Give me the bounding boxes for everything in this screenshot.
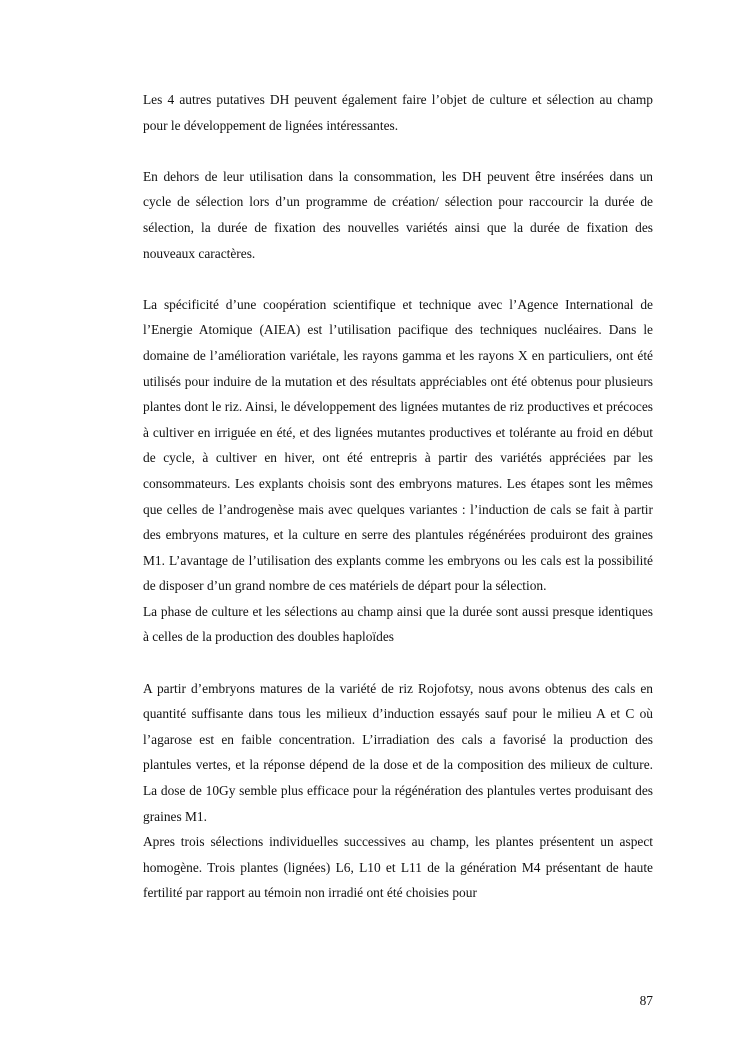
paragraph-rojofotsy-results: A partir d’embryons matures de la variété de riz Rojofotsy, nous avons obtenus des cals en quantité suffisante dans tous les milieux d’induction essayés sauf pour le milieu A et C où l’agarose est en faible concentration. L’irradiation des cals a favorisé la production des plantules vertes, et la réponse dépend de la dose et de la composition des milieux de culture. La dose de 10Gy semble plus efficace pour la régénération des plantules vertes produisant des graines M1. (143, 680, 653, 824)
paragraph-spacer (143, 138, 653, 164)
paragraph-culture-phase: La phase de culture et les sélections au champ ainsi que la durée sont aussi presque identiques à celles de la production des doubles haploïdes (143, 603, 653, 645)
paragraph-field-selections: Apres trois sélections individuelles successives au champ, les plantes présentent un aspect homogène. Trois plantes (lignées) L6, L10 et L11 de la génération M4 présentant de haute fertilité par rapport au témoin non irradié ont été choisies pour (143, 834, 653, 901)
paragraph-aiea-cooperation: La spécificité d’une coopération scientifique et technique avec l’Agence International de l’Energie Atomique (AIEA) est l’utilisation pacifique des techniques nucléaires. Dans le domaine de l’amélioration variétale, les rayons gamma et les rayons X en particuliers, ont été utilisés pour induire de la mutation et des résultats appréciables ont été obtenus pour plusieurs plantes dont le riz. Ainsi, le développement des lignées mutantes de riz productives et précoces à cultiver en irriguée en été, et des lignées mutantes productives et tolérante au froid en début de cycle, à cultiver en hiver, ont été entrepris à partir des variétés appréciées par les consommateurs. Les explants choisis sont des embryons matures. Les étapes sont les mêmes que celles de l’androgenèse mais avec quelques variantes : l’induction de cals se fait à partir des embryons matures, et la culture en serre des plantules régénérées produiront des graines M1. L’avantage de l’utilisation des explants comme les embryons ou les cals est la possibilité de disposer d’un grand nombre de ces matériels de départ pour la sélection. (143, 296, 653, 594)
body-text (143, 87, 653, 906)
paragraph-spacer (143, 650, 653, 676)
paragraph-dh-breeding-cycle: En dehors de leur utilisation dans la consommation, les DH peuvent être insérées dans un cycle de sélection lors d’un programme de création/ sélection pour raccourcir la durée de sélection, la durée de fixation des nouvelles variétés ainsi que la durée de fixation des nouveaux caractères. (143, 168, 653, 261)
paragraph-dh-field-selection: Les 4 autres putatives DH peuvent également faire l’objet de culture et sélection au champ pour le développement de lignées intéressantes. (143, 92, 653, 133)
paragraph-spacer (143, 266, 653, 292)
page-number: 87 (639, 993, 653, 1008)
